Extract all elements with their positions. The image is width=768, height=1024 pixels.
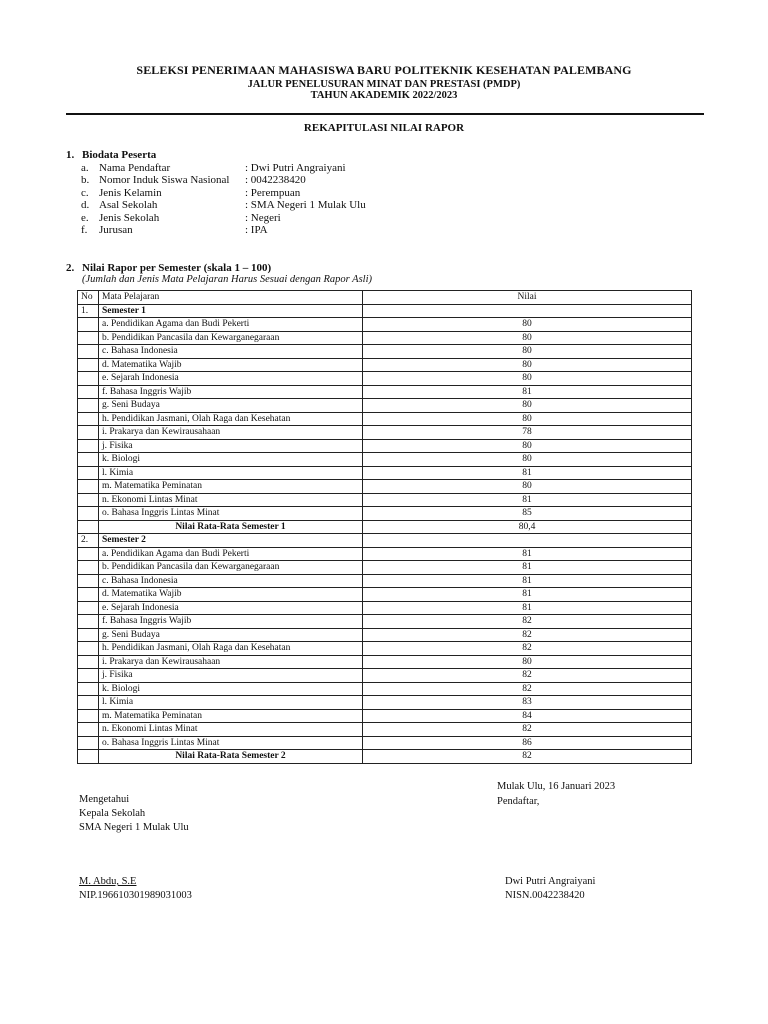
subject-value: 81 — [363, 588, 692, 602]
average-label: Nilai Rata-Rata Semester 2 — [99, 750, 363, 764]
subject-value: 80 — [363, 399, 692, 413]
col-subject-header: Mata Pelajaran — [99, 291, 363, 305]
subject-no-cell — [78, 547, 99, 561]
grades-body — [78, 304, 692, 763]
subject-no-cell — [78, 615, 99, 629]
subject-no-cell — [78, 561, 99, 575]
nilai-number: 2. — [66, 262, 75, 274]
semester-header-row — [78, 304, 692, 318]
biodata-label: Jurusan — [99, 223, 133, 236]
applicant-role: Pendaftar, — [497, 796, 540, 807]
biodata-value: : Perempuan — [245, 186, 301, 199]
subject-row — [78, 331, 692, 345]
semester-no: 1. — [78, 304, 99, 318]
subject-row — [78, 385, 692, 399]
subject-value: 81 — [363, 385, 692, 399]
subject-value: 82 — [363, 682, 692, 696]
subject-row — [78, 412, 692, 426]
subject-value: 82 — [363, 642, 692, 656]
document-title: REKAPITULASI NILAI RAPOR — [303, 122, 465, 134]
subject-row — [78, 709, 692, 723]
subject-name: c. Bahasa Indonesia — [99, 574, 363, 588]
subject-row — [78, 655, 692, 669]
subject-value: 81 — [363, 561, 692, 575]
subject-no-cell — [78, 466, 99, 480]
subject-row — [78, 426, 692, 440]
subject-name: f. Bahasa Inggris Wajib — [99, 615, 363, 629]
biodata-label: Nama Pendaftar — [99, 162, 171, 174]
header-academic-year: TAHUN AKADEMIK 2022/2023 — [310, 90, 458, 101]
subject-value: 78 — [363, 426, 692, 440]
biodata-letter: b. — [81, 174, 90, 187]
subject-row — [78, 628, 692, 642]
subject-no-cell — [78, 709, 99, 723]
nilai-subheading: (Jumlah dan Jenis Mata Pelajaran Harus Sesuai dengan Rapor Asli) — [82, 274, 372, 285]
subject-value: 81 — [363, 493, 692, 507]
semester-empty-value — [363, 304, 692, 318]
subject-row — [78, 507, 692, 521]
subject-value: 80 — [363, 331, 692, 345]
subject-row — [78, 642, 692, 656]
subject-name: c. Bahasa Indonesia — [99, 345, 363, 359]
biodata-value: : IPA — [245, 223, 268, 236]
subject-name: l. Kimia — [99, 696, 363, 710]
col-no-header: No — [78, 291, 99, 305]
subject-row — [78, 723, 692, 737]
subject-name: g. Seni Budaya — [99, 399, 363, 413]
subject-no-cell — [78, 601, 99, 615]
subject-row — [78, 601, 692, 615]
subject-value: 80 — [363, 345, 692, 359]
subject-row — [78, 574, 692, 588]
subject-no-cell — [78, 723, 99, 737]
subject-name: m. Matematika Peminatan — [99, 709, 363, 723]
subject-no-cell — [78, 655, 99, 669]
col-value-header: Nilai — [363, 291, 692, 305]
biodata-letter: f. — [81, 223, 88, 236]
subject-row — [78, 736, 692, 750]
subject-row — [78, 561, 692, 575]
subject-name: i. Prakarya dan Kewirausahaan — [99, 655, 363, 669]
subject-no-cell — [78, 372, 99, 386]
semester-no: 2. — [78, 534, 99, 548]
biodata-label: Jenis Kelamin — [99, 186, 162, 199]
biodata-letter: d. — [81, 199, 90, 212]
average-value: 82 — [363, 750, 692, 764]
subject-name: h. Pendidikan Jasmani, Olah Raga dan Kesehatan — [99, 412, 363, 426]
subject-no-cell — [78, 385, 99, 399]
subject-name: e. Sejarah Indonesia — [99, 601, 363, 615]
subject-no-cell — [78, 480, 99, 494]
average-no-cell — [78, 520, 99, 534]
subject-no-cell — [78, 331, 99, 345]
subject-row — [78, 547, 692, 561]
subject-row — [78, 480, 692, 494]
subject-row — [78, 399, 692, 413]
subject-row — [78, 318, 692, 332]
semester-header-row — [78, 534, 692, 548]
subject-name: j. Fisika — [99, 439, 363, 453]
subject-no-cell — [78, 642, 99, 656]
subject-value: 84 — [363, 709, 692, 723]
subject-no-cell — [78, 682, 99, 696]
subject-row — [78, 453, 692, 467]
biodata-heading: Biodata Peserta — [82, 149, 157, 161]
subject-name: n. Ekonomi Lintas Minat — [99, 493, 363, 507]
school-name: SMA Negeri 1 Mulak Ulu — [79, 822, 189, 833]
semester-name: Semester 2 — [99, 534, 363, 548]
subject-name: k. Biologi — [99, 682, 363, 696]
subject-value: 81 — [363, 547, 692, 561]
subject-value: 82 — [363, 615, 692, 629]
subject-no-cell — [78, 318, 99, 332]
subject-value: 82 — [363, 628, 692, 642]
subject-value: 81 — [363, 466, 692, 480]
biodata-number: 1. — [66, 149, 75, 161]
subject-name: k. Biologi — [99, 453, 363, 467]
subject-value: 80 — [363, 655, 692, 669]
subject-name: b. Pendidikan Pancasila dan Kewarganegaraan — [99, 331, 363, 345]
subject-value: 83 — [363, 696, 692, 710]
principal-nip: NIP.196610301989031003 — [79, 890, 192, 901]
subject-no-cell — [78, 345, 99, 359]
biodata-label: Jenis Sekolah — [99, 211, 160, 224]
subject-value: 81 — [363, 601, 692, 615]
biodata-value: : 0042238420 — [245, 174, 306, 187]
subject-no-cell — [78, 439, 99, 453]
subject-name: a. Pendidikan Agama dan Budi Pekerti — [99, 547, 363, 561]
subject-name: i. Prakarya dan Kewirausahaan — [99, 426, 363, 440]
subject-name: d. Matematika Wajib — [99, 588, 363, 602]
subject-row — [78, 345, 692, 359]
applicant-nisn: NISN.0042238420 — [505, 890, 585, 901]
semester-name: Semester 1 — [99, 304, 363, 318]
average-no-cell — [78, 750, 99, 764]
subject-name: m. Matematika Peminatan — [99, 480, 363, 494]
average-row — [78, 750, 692, 764]
subject-value: 85 — [363, 507, 692, 521]
subject-name: l. Kimia — [99, 466, 363, 480]
subject-no-cell — [78, 736, 99, 750]
subject-row — [78, 615, 692, 629]
subject-row — [78, 466, 692, 480]
subject-row — [78, 588, 692, 602]
biodata-letter: a. — [81, 162, 89, 174]
subject-name: o. Bahasa Inggris Lintas Minat — [99, 736, 363, 750]
subject-row — [78, 439, 692, 453]
subject-value: 80 — [363, 358, 692, 372]
principal-name: M. Abdu, S.E — [79, 876, 137, 887]
grades-header-row — [78, 291, 692, 305]
principal-role: Kepala Sekolah — [79, 808, 146, 819]
subject-value: 80 — [363, 372, 692, 386]
subject-name: e. Sejarah Indonesia — [99, 372, 363, 386]
subject-no-cell — [78, 574, 99, 588]
subject-row — [78, 358, 692, 372]
average-row — [78, 520, 692, 534]
acknowledge-label: Mengetahui — [79, 794, 130, 805]
subject-name: j. Fisika — [99, 669, 363, 683]
subject-value: 80 — [363, 439, 692, 453]
grades-table — [77, 290, 692, 764]
subject-value: 80 — [363, 412, 692, 426]
subject-no-cell — [78, 453, 99, 467]
subject-name: d. Matematika Wajib — [99, 358, 363, 372]
average-label: Nilai Rata-Rata Semester 1 — [99, 520, 363, 534]
header-admission-path: JALUR PENELUSURAN MINAT DAN PRESTASI (PMDP) — [247, 79, 521, 90]
biodata-letter: e. — [81, 211, 89, 224]
subject-value: 86 — [363, 736, 692, 750]
subject-no-cell — [78, 399, 99, 413]
subject-value: 80 — [363, 453, 692, 467]
subject-name: a. Pendidikan Agama dan Budi Pekerti — [99, 318, 363, 332]
subject-name: n. Ekonomi Lintas Minat — [99, 723, 363, 737]
biodata-value: : Dwi Putri Angraiyani — [245, 162, 346, 174]
subject-no-cell — [78, 588, 99, 602]
subject-row — [78, 696, 692, 710]
subject-value: 81 — [363, 574, 692, 588]
subject-name: b. Pendidikan Pancasila dan Kewarganegaraan — [99, 561, 363, 575]
subject-name: h. Pendidikan Jasmani, Olah Raga dan Kesehatan — [99, 642, 363, 656]
subject-no-cell — [78, 426, 99, 440]
applicant-name: Dwi Putri Angraiyani — [505, 876, 596, 887]
header-institution: SELEKSI PENERIMAAN MAHASISWA BARU POLITEKNIK KESEHATAN PALEMBANG — [136, 63, 632, 77]
subject-name: f. Bahasa Inggris Wajib — [99, 385, 363, 399]
biodata-label: Nomor Induk Siswa Nasional — [99, 174, 230, 187]
subject-row — [78, 682, 692, 696]
subject-name: g. Seni Budaya — [99, 628, 363, 642]
subject-value: 80 — [363, 318, 692, 332]
subject-no-cell — [78, 358, 99, 372]
biodata-label: Asal Sekolah — [99, 199, 158, 212]
average-value: 80,4 — [363, 520, 692, 534]
subject-no-cell — [78, 628, 99, 642]
subject-no-cell — [78, 507, 99, 521]
subject-name: o. Bahasa Inggris Lintas Minat — [99, 507, 363, 521]
subject-value: 82 — [363, 669, 692, 683]
subject-row — [78, 372, 692, 386]
subject-no-cell — [78, 493, 99, 507]
subject-row — [78, 669, 692, 683]
biodata-letter: c. — [81, 186, 89, 199]
place-date: Mulak Ulu, 16 Januari 2023 — [497, 781, 616, 792]
subject-value: 80 — [363, 480, 692, 494]
nilai-heading: Nilai Rapor per Semester (skala 1 – 100) — [82, 262, 272, 274]
subject-no-cell — [78, 696, 99, 710]
subject-no-cell — [78, 412, 99, 426]
biodata-value: : SMA Negeri 1 Mulak Ulu — [245, 199, 366, 212]
biodata-value: : Negeri — [245, 211, 281, 224]
semester-empty-value — [363, 534, 692, 548]
subject-value: 82 — [363, 723, 692, 737]
subject-no-cell — [78, 669, 99, 683]
header-divider — [66, 113, 704, 115]
subject-row — [78, 493, 692, 507]
